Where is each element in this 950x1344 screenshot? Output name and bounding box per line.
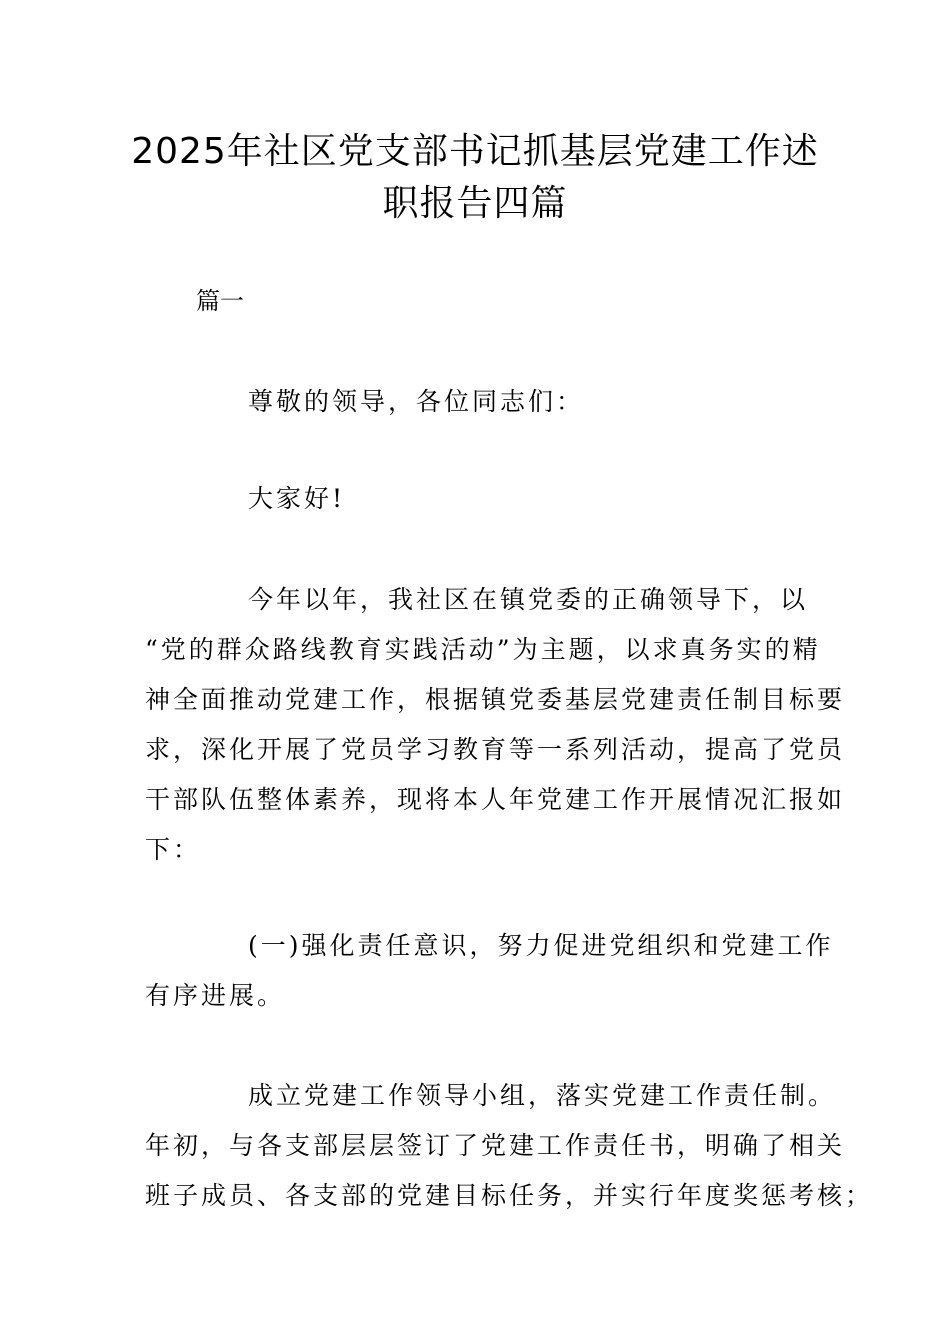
paragraph-line: 求，深化开展了党员学习教育等一系列活动，提高了党员 <box>145 735 846 764</box>
greeting-text: 大家好! <box>248 484 346 513</box>
paragraph-line: 成立党建工作领导小组，落实党建工作责任制。 <box>248 1081 837 1110</box>
paragraph-line: 干部队伍整体素养，现将本人年党建工作开展情况汇报如 <box>145 785 846 814</box>
heading-line: (一)强化责任意识，努力促进党组织和党建工作 <box>248 931 834 960</box>
salutation <box>248 377 848 427</box>
paragraph-intro <box>145 575 846 875</box>
salutation-text: 尊敬的领导，各位同志们： <box>248 387 585 416</box>
document-title-line-1: 2025年社区党支部书记抓基层党建工作述 <box>131 131 819 172</box>
paragraph-line: 年初，与各支部层层签订了党建工作责任书，明确了相关 <box>145 1131 846 1160</box>
paragraph-line: 班子成员、各支部的党建目标任务，并实行年度奖惩考核； <box>145 1181 874 1210</box>
section-label: 篇一 <box>196 287 244 315</box>
paragraph-line: 神全面推动党建工作，根据镇党委基层党建责任制目标要 <box>145 685 846 714</box>
document-title-line-2: 职报告四篇 <box>382 183 568 224</box>
heading-line: 有序进展。 <box>145 981 286 1010</box>
paragraph-line: “党的群众路线教育实践活动”为主题，以求真务实的精 <box>145 635 821 664</box>
paragraph-line: 下： <box>145 835 202 864</box>
paragraph-line: 今年以年，我社区在镇党委的正确领导下，以 <box>248 585 809 614</box>
greeting <box>248 474 848 524</box>
section-heading-1 <box>145 921 834 1021</box>
paragraph-responsibility <box>145 1071 874 1221</box>
